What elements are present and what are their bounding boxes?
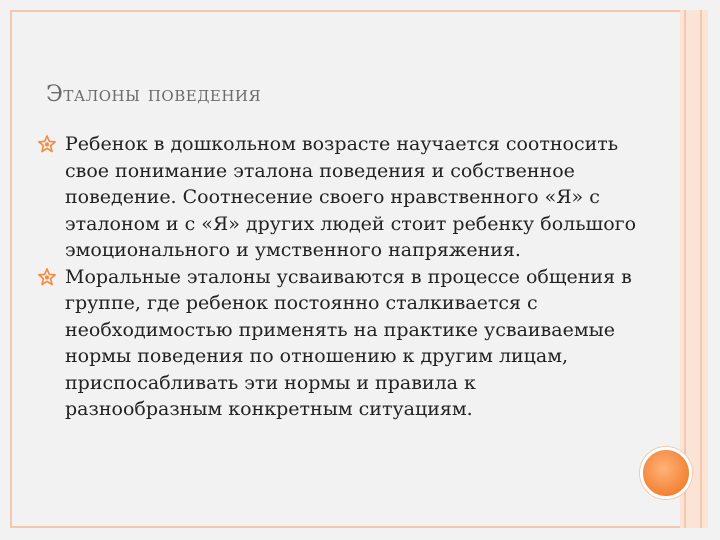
bullet-text: Моральные эталоны усваиваются в процессе общения в группе, где ребенок постоянно сталкивается с необходимостью применять на практике усваиваемые нормы поведения по отношению к другим лицам, приспосабливать эти нормы и правила к разнообразным конкретным ситуациям. — [65, 265, 632, 420]
orange-orb-decoration — [640, 447, 692, 499]
bullet-list — [38, 131, 638, 423]
list-item — [38, 264, 638, 423]
star-bullet-icon — [38, 135, 56, 153]
slide-title: Эталоны поведения — [46, 82, 262, 107]
list-item — [38, 131, 638, 264]
bullet-text: Ребенок в дошкольном возрасте научается соотносить свое понимание эталона поведения и собственное поведение. Соотнесение своего нравственного «Я» с эталоном и с «Я» других людей стоит ребенку большого эмоционального и умственного напряжения. — [65, 133, 637, 261]
star-bullet-icon — [38, 268, 56, 286]
right-decorative-strip — [680, 10, 708, 528]
